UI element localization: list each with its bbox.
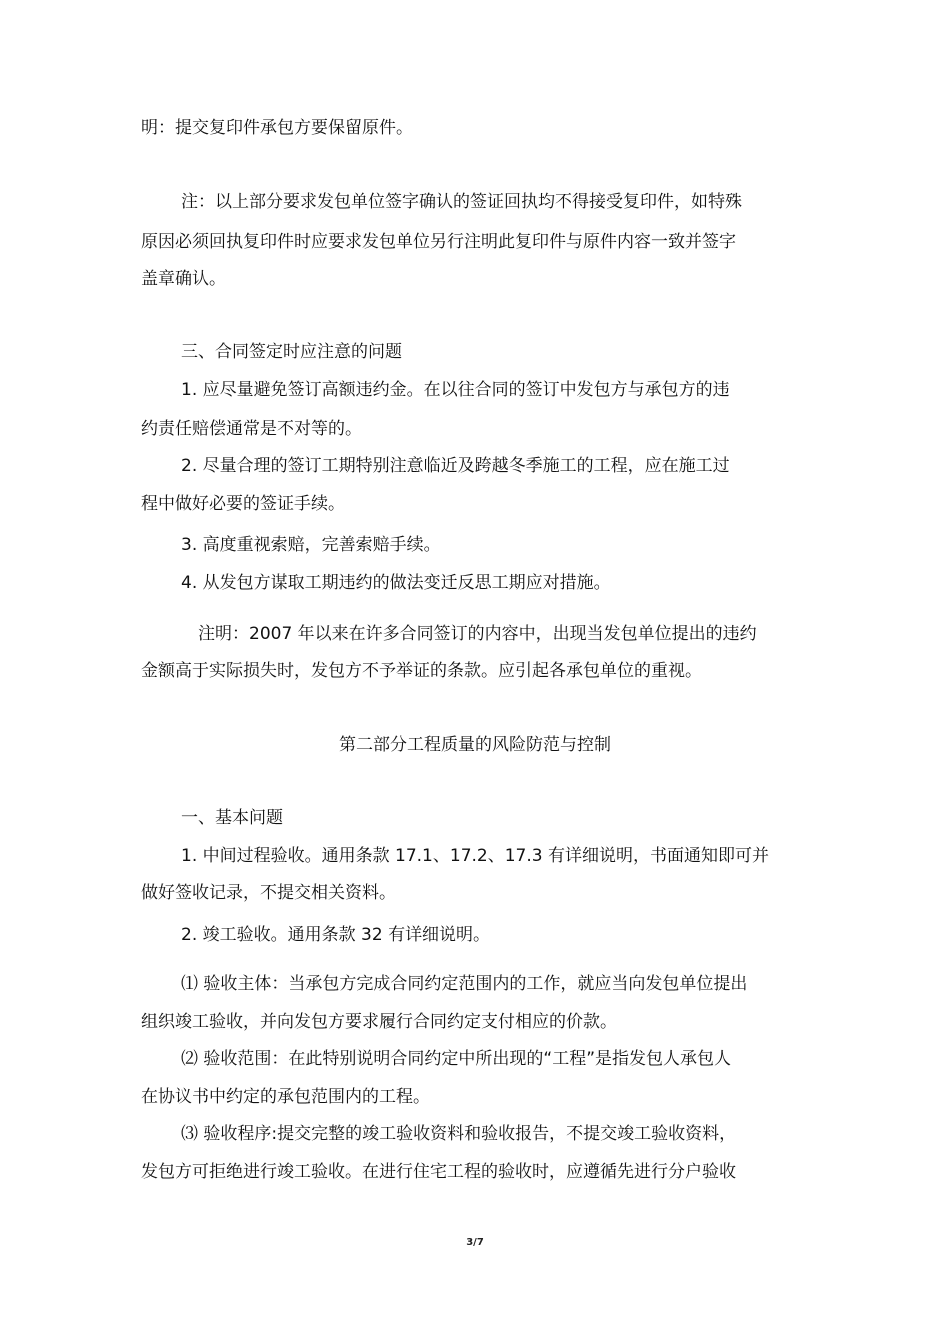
text-line-6: 1. 应尽量避免签订高额违约金。在以往合同的签订中发包方与承包方的违 bbox=[181, 380, 730, 400]
text-line-11: 4. 从发包方谋取工期违约的做法变迁反思工期应对措施。 bbox=[181, 573, 611, 593]
text-line-23: ⑶ 验收程序:提交完整的竣工验收资料和验收报告，不提交竣工验收资料， bbox=[181, 1124, 737, 1144]
page-number: 3/7 bbox=[466, 1237, 484, 1248]
text-line-9: 程中做好必要的签证手续。 bbox=[141, 494, 345, 514]
text-line-3: 原因必须回执复印件时应要求发包单位另行注明此复印件与原件内容一致并签字 bbox=[141, 232, 736, 252]
text-line-1: 明：提交复印件承包方要保留原件。 bbox=[141, 118, 413, 138]
text-line-15: 一、基本问题 bbox=[181, 808, 283, 828]
text-line-17: 做好签收记录，不提交相关资料。 bbox=[141, 883, 396, 903]
text-line-18: 2. 竣工验收。通用条款 32 有详细说明。 bbox=[181, 925, 491, 945]
section-heading: 第二部分工程质量的风险防范与控制 bbox=[339, 735, 611, 755]
text-line-7: 约责任赔偿通常是不对等的。 bbox=[141, 419, 362, 439]
text-line-22: 在协议书中约定的承包范围内的工程。 bbox=[141, 1087, 430, 1107]
text-line-10: 3. 高度重视索赔，完善索赔手续。 bbox=[181, 535, 441, 555]
text-line-19: ⑴ 验收主体：当承包方完成合同约定范围内的工作，就应当向发包单位提出 bbox=[181, 974, 748, 994]
text-line-5: 三、合同签定时应注意的问题 bbox=[181, 342, 402, 362]
text-line-12: 注明：2007 年以来在许多合同签订的内容中，出现当发包单位提出的违约 bbox=[198, 624, 757, 644]
text-line-16: 1. 中间过程验收。通用条款 17.1、17.2、17.3 有详细说明，书面通知即可并 bbox=[181, 846, 769, 866]
text-line-21: ⑵ 验收范围：在此特别说明合同约定中所出现的“工程”是指发包人承包人 bbox=[181, 1049, 732, 1069]
text-line-8: 2. 尽量合理的签订工期特别注意临近及跨越冬季施工的工程，应在施工过 bbox=[181, 456, 730, 476]
text-line-2: 注：以上部分要求发包单位签字确认的签证回执均不得接受复印件，如特殊 bbox=[181, 192, 742, 212]
text-line-24: 发包方可拒绝进行竣工验收。在进行住宅工程的验收时，应遵循先进行分户验收 bbox=[141, 1162, 736, 1182]
text-line-20: 组织竣工验收，并向发包方要求履行合同约定支付相应的价款。 bbox=[141, 1012, 617, 1032]
text-line-4: 盖章确认。 bbox=[141, 269, 226, 289]
text-line-13: 金额高于实际损失时，发包方不予举证的条款。应引起各承包单位的重视。 bbox=[141, 661, 702, 681]
